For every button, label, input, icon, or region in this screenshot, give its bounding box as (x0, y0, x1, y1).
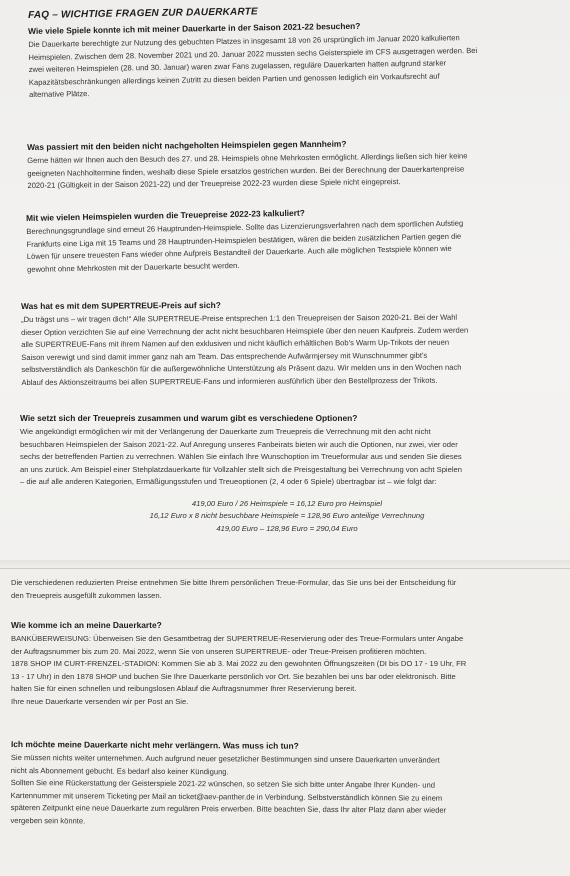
faq-question: Mit wie vielen Heimspielen wurden die Treuepreise 2022-23 kalkuliert? (26, 207, 305, 223)
answer-line: Die Dauerkarte berechtigte zur Nutzung des gebuchten Platzes in insgesamt 18 von 26 ursprünglich im Januar 2020 kalkulierten (28, 33, 460, 49)
faq-answer (28, 31, 557, 102)
faq-answer (21, 311, 553, 389)
faq-section-cancel (10, 739, 563, 830)
faq-section-treuepreis (20, 413, 554, 535)
faq-question: Was passiert mit den beiden nicht nachgeholten Heimspielen gegen Mannheim? (27, 138, 347, 152)
answer-line: nicht als Abonnement gebucht. Es bedarf also keiner Kündigung. (10, 765, 229, 776)
answer-line: geeigneten Nachholtermine finden, weshalb diese Spiele ersatzlos gestrichen wurden. Bei der Berechnung der Dauerkartenpreise (27, 163, 465, 178)
answer-line: Wie angekündigt ermöglichen wir mit der Verlängerung der Dauerkarte zum Treuepreis die Verrechnung mit den acht nicht (20, 427, 431, 436)
answer-line: gewohnt ohne Mehrkosten mit der Dauerkarte besucht werden. (26, 260, 240, 274)
answer-line: Löwen für unsere treuesten Fans wieder ohne Aufpreis Bestandteil der Dauerkarte. Auch alle möglichen Testspiele können wie (26, 243, 452, 261)
answer-line: dieser Option verzichten Sie auf eine Verrechnung der acht nicht besuchbaren Heimspiele über den neuen Kaufpreis. Zudem werden (21, 325, 469, 337)
calculation-line: 16,12 Euro x 8 nicht besuchbare Heimspiele = 128,96 Euro anteilige Verrechnung (149, 511, 425, 520)
answer-line: Heimspielen. Zwischen dem 28. November 2021 und 20. Januar 2022 mussten sechs Geisterspiele im CFS ausgetragen werden. Bei (28, 45, 478, 62)
answer-line: besuchbaren Heimspielen der Saison 2021-22. Auf Anregung unseres Fanbeirats bieten wir auch die Optionen, nur zwei, vier oder (20, 439, 458, 449)
answer-line: Berechnungsgrundlage sind erneut 26 Hauptrunden-Heimspiele. Sollte das Lizenzierungsverfahren nach dem sportlichen Aufstieg (26, 218, 464, 236)
note-line: Die verschiedenen reduzierten Preise entnehmen Sie bitte Ihrem persönlichen Treue-Formular, das Sie uns bei der Entscheidung für (11, 578, 457, 587)
answer-line: selbstverständlich als Dankeschön für die außergewöhnliche Unterstützung als Präsent dazu. Wir melden uns in den Wochen nach (21, 362, 462, 374)
faq-answer (10, 752, 562, 830)
answer-line: sechs der betreffenden Partien zu verrechnen. Wählen Sie einfach Ihre Wunschoption im Treueformular aus und senden Sie dieses (20, 452, 462, 461)
answer-line: der Auftragsnummer bis zum 20. Mai 2022, wenn Sie von unseren SUPERTREUE- oder Treue-Preisen profitieren möchten. (11, 646, 427, 656)
answer-line: alternative Plätze. (29, 89, 90, 99)
answer-line: Gerne hätten wir Ihnen auch den Besuch des 27. und 28. Heimspiels ohne Mehrkosten ermöglicht. Allerdings ließen sich hier keine (27, 151, 468, 165)
answer-line: Ablauf des Aktionszeitraums bei allen SUPERTREUE-Fans und informieren ausführlich über den Bestellprozess der Trikots. (21, 375, 438, 387)
calculation-line: 419,00 Euro / 26 Heimspiele = 16,12 Euro pro Heimspiel (191, 498, 383, 508)
price-note (11, 577, 559, 602)
faq-answer (11, 633, 561, 708)
answer-line: Kapazitätsbeschränkungen allerdings keinen Zutritt zu diesen beiden Partien und genossen lediglich ein Vorkaufsrecht auf (28, 71, 440, 87)
answer-line: Ihre neue Dauerkarte versenden wir per Post an Sie. (11, 696, 189, 706)
answer-line: BANKÜBERWEISUNG: Überweisen Sie den Gesamtbetrag der SUPERTREUE-Reservierung oder des Treue-Formulars unter Angabe (11, 634, 464, 643)
answer-line: Saison verewigt und sind damit immer ganz nah am Team. Das entsprechende Aufwärmjersey mit Wunschnummer gibt's (21, 350, 428, 362)
faq-question: Wie komme ich an meine Dauerkarte? (11, 620, 162, 630)
lower-sheet (0, 568, 570, 876)
faq-section-home-games-count (26, 203, 555, 276)
faq-question: Ich möchte meine Dauerkarte nicht mehr verlängern. Was muss ich tun? (10, 739, 299, 751)
note-line: den Treuepreis ausgefüllt zukommen lassen. (11, 590, 162, 600)
faq-section-getting-card (11, 620, 561, 708)
answer-line: späteren Zeitpunkt eine neue Dauerkarte zum regulären Preis erwerben. Bitte beachten Sie, dass Ihr alter Platz dann aber wieder (10, 802, 447, 815)
price-calculation (20, 498, 554, 536)
answer-line: halten Sie für einen schnellen und reibungslosen Ablauf die Auftragsnummer Ihrer Reservierung bereit. (11, 684, 357, 693)
faq-question: Wie viele Spiele konnte ich mit meiner Dauerkarte in der Saison 2021-22 besuchen? (28, 20, 361, 36)
answer-line: Sollten Sie eine Rückerstattung der Geisterspiele 2021-22 wünschen, so setzen Sie sich bitte unter Angabe Ihrer Kunden- und (10, 777, 436, 790)
answer-line: 2020-21 (Gültigkeit in der Saison 2021-22) und der Treuepreise 2022-23 wurden diese Spiele nicht eingepreist. (27, 177, 401, 190)
answer-line: an uns zurück. Am Beispiel einer Stehplatzdauerkarte für Vollzahler stellt sich die Preisgestaltung bei Verrechnung von acht Spielen (20, 464, 462, 474)
faq-section-supertreue (21, 298, 553, 389)
answer-line: Frankfurts eine Liga mit 15 Teams und 28 Hauptrunden-Heimspielen bestätigen, wären die beiden zusätzlichen Partien gegen die (26, 231, 462, 249)
answer-line: vergeben sein könnte. (10, 815, 86, 825)
faq-question: Wie setzt sich der Treuepreis zusammen und warum gibt es verschiedene Optionen? (20, 413, 358, 423)
note-text (11, 577, 559, 602)
answer-line: alle SUPERTREUE-Fans mit ihrem Namen auf den exklusiven und nicht käuflich erhältlichen Bob's Warm Up-Trikots der neuen (21, 337, 450, 349)
answer-line: – die auf alle anderen Kategorien, Ermäßigungsstufen und Treueoptionen (2, 4 oder 6 Spiele) übertragbar ist – wie folgt dar: (20, 477, 437, 486)
answer-line: Sie müssen nichts weiter unternehmen. Auch aufgrund neuer gesetzlicher Bestimmungen sind unsere Dauerkarten unverändert (10, 752, 440, 765)
faq-question: Was hat es mit dem SUPERTREUE-Preis auf sich? (21, 299, 221, 311)
answer-line: „Du trägst uns – wir tragen dich!“ Alle SUPERTREUE-Preise entsprechen 1:1 den Treuepreisen der Saison 2020-21. Bei der Wahl (21, 312, 458, 324)
answer-line: 13 - 17 Uhr) in den 1878 SHOP und buchen Sie Ihre Dauerkarte persönlich vor Ort. Sie bezahlen bei uns bar oder elektronisch. Bitte (11, 671, 456, 681)
faq-section-games-attended (28, 18, 557, 102)
faq-answer (27, 149, 555, 192)
answer-line: 1878 SHOP IM CURT-FRENZEL-STADION: Kommen Sie ab 3. Mai 2022 zu den gewohnten Öffnungszeiten (DI bis DO 17 - 19 Uhr, FR (11, 659, 467, 668)
document-title: FAQ – WICHTIGE FRAGEN ZUR DAUERKARTE (28, 6, 258, 21)
faq-section-mannheim-games (27, 136, 555, 192)
answer-line: zwei weiteren Heimspielen (28. und 30. Januar) waren zwar Fans zugelassen, reguläre Dauerkarten hatten aufgrund starker (28, 58, 447, 74)
calculation-line: 419,00 Euro – 128,96 Euro = 290,04 Euro (216, 523, 358, 533)
faq-answer (20, 426, 554, 489)
answer-line: Kartennummer mit unserem Ticketing per Mail an ticket@aev-panther.de in Verbindung. Selbstverständlich können Sie zu einem (10, 790, 443, 803)
faq-answer (26, 216, 555, 276)
